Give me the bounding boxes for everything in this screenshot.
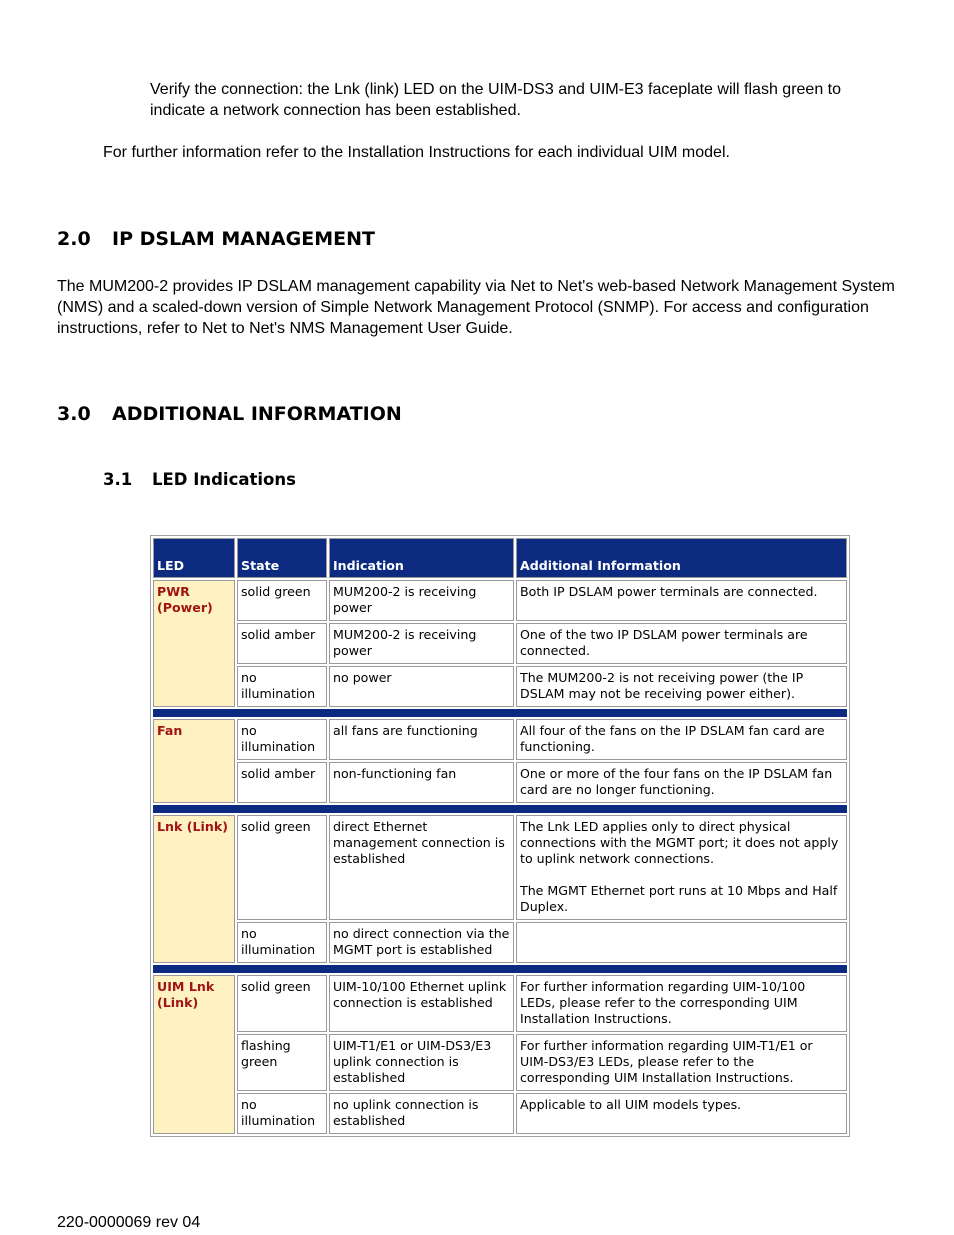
section-2-number: 2.0 — [57, 228, 91, 250]
indication-cell: UIM-T1/E1 or UIM-DS3/E3 uplink connection is established — [329, 1034, 514, 1091]
header-state: State — [237, 538, 327, 578]
info-cell: Applicable to all UIM models types. — [516, 1093, 847, 1134]
info-cell: The MUM200-2 is not receiving power (the IP DSLAM may not be receiving power either). — [516, 666, 847, 707]
table-row — [153, 762, 847, 803]
state-cell: no illumination — [237, 922, 327, 963]
state-cell: no illumination — [237, 1093, 327, 1134]
info-cell: For further information regarding UIM-10/100 LEDs, please refer to the corresponding UIM Installation Instructions. — [516, 975, 847, 1032]
state-cell: flashing green — [237, 1034, 327, 1091]
separator-bar — [153, 709, 847, 717]
info-cell — [516, 922, 847, 963]
state-cell: solid amber — [237, 623, 327, 664]
indication-cell: MUM200-2 is receiving power — [329, 580, 514, 621]
table-row — [153, 580, 847, 621]
subsection-3-1-title: LED Indications — [152, 470, 296, 489]
verify-paragraph: Verify the connection: the Lnk (link) LED on the UIM-DS3 and UIM-E3 faceplate will flash green to indicate a network connection has been established. — [150, 81, 842, 119]
table-row — [153, 975, 847, 1032]
header-additional-info: Additional Information — [516, 538, 847, 578]
subsection-3-1-number: 3.1 — [103, 470, 133, 489]
table-row — [153, 623, 847, 664]
led-name-uim-lnk: UIM Lnk (Link) — [153, 975, 235, 1134]
info-cell: Both IP DSLAM power terminals are connected. — [516, 580, 847, 621]
state-cell: no illumination — [237, 719, 327, 760]
table-row — [153, 666, 847, 707]
indication-cell: non-functioning fan — [329, 762, 514, 803]
info-cell: All four of the fans on the IP DSLAM fan card are functioning. — [516, 719, 847, 760]
indication-cell: MUM200-2 is receiving power — [329, 623, 514, 664]
info-cell: For further information regarding UIM-T1/E1 or UIM-DS3/E3 LEDs, please refer to the corresponding UIM Installation Instructions. — [516, 1034, 847, 1091]
led-name-lnk: Lnk (Link) — [153, 815, 235, 963]
table-row — [153, 815, 847, 920]
table-row — [153, 1034, 847, 1091]
state-cell: solid amber — [237, 762, 327, 803]
section-3-title: ADDITIONAL INFORMATION — [112, 403, 402, 425]
table-row — [153, 922, 847, 963]
state-cell: solid green — [237, 580, 327, 621]
indication-cell: no uplink connection is established — [329, 1093, 514, 1134]
subsection-3-1-heading — [103, 470, 296, 489]
state-cell: no illumination — [237, 666, 327, 707]
led-name-fan: Fan — [153, 719, 235, 803]
group-separator — [153, 709, 847, 717]
separator-bar — [153, 965, 847, 973]
indication-cell: direct Ethernet management connection is established — [329, 815, 514, 920]
section-2-title: IP DSLAM MANAGEMENT — [112, 228, 375, 250]
table-row — [153, 1093, 847, 1134]
indication-cell: UIM-10/100 Ethernet uplink connection is established — [329, 975, 514, 1032]
group-separator — [153, 805, 847, 813]
indication-cell: no power — [329, 666, 514, 707]
section-2-body: The MUM200-2 provides IP DSLAM management capability via Net to Net's web-based Network Management System (NMS) and a scaled-down version of Simple Network Management Protocol (SNMP). For access and configuration instructions, refer to Net to Net's NMS Management User Guide. — [57, 278, 895, 337]
separator-bar — [153, 805, 847, 813]
led-indications-table — [150, 535, 850, 1137]
indication-cell: no direct connection via the MGMT port is established — [329, 922, 514, 963]
section-3-heading — [57, 403, 402, 425]
section-3-number: 3.0 — [57, 403, 91, 425]
info-cell: One or more of the four fans on the IP DSLAM fan card are no longer functioning. — [516, 762, 847, 803]
state-cell: solid green — [237, 975, 327, 1032]
group-separator — [153, 965, 847, 973]
table-header-row — [153, 538, 847, 578]
indication-cell: all fans are functioning — [329, 719, 514, 760]
footer-doc-number: 220-0000069 rev 04 — [57, 1214, 201, 1231]
section-2-heading — [57, 228, 375, 250]
table-row — [153, 719, 847, 760]
info-text: The Lnk LED applies only to direct physical connections with the MGMT port; it does not apply to uplink network connections. — [520, 819, 839, 866]
led-name-pwr: PWR (Power) — [153, 580, 235, 707]
info-text-secondary: The MGMT Ethernet port runs at 10 Mbps and Half Duplex. — [520, 883, 838, 914]
paragraph-gap — [520, 867, 843, 883]
header-indication: Indication — [329, 538, 514, 578]
info-cell — [516, 815, 847, 920]
header-led: LED — [153, 538, 235, 578]
state-cell: solid green — [237, 815, 327, 920]
further-info-paragraph: For further information refer to the Installation Instructions for each individual UIM model. — [103, 144, 730, 161]
info-cell: One of the two IP DSLAM power terminals are connected. — [516, 623, 847, 664]
